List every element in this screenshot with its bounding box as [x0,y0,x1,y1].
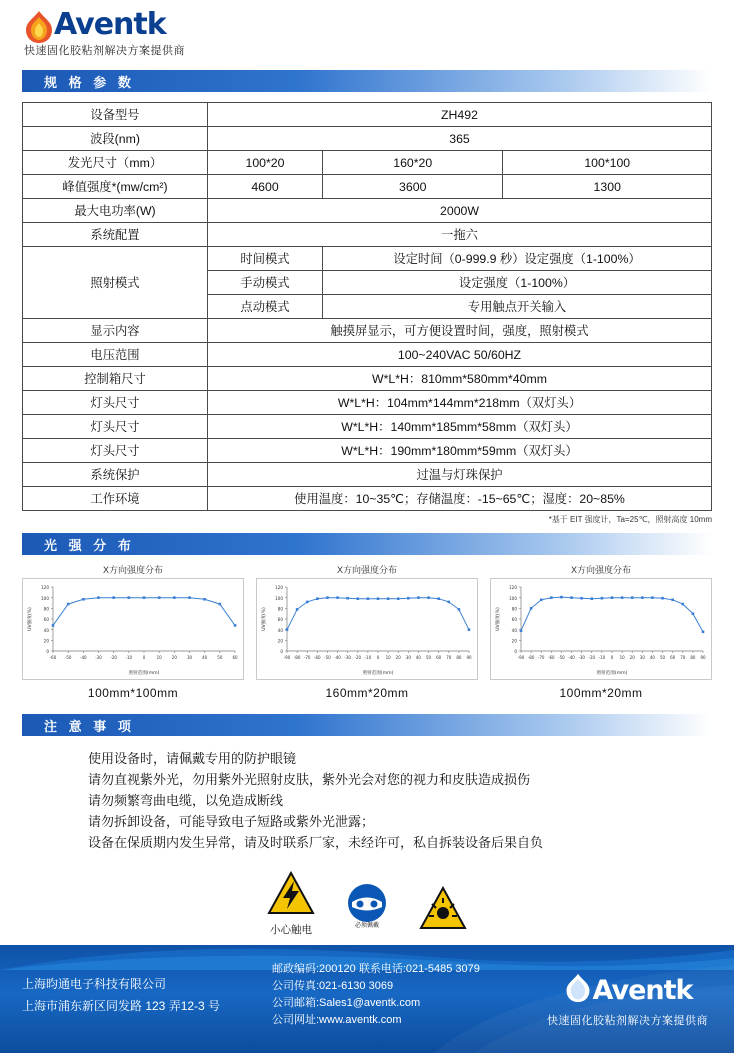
spec-value: W*L*H：104mm*144mm*218mm（双灯头） [208,391,712,415]
svg-text:UV强度(%): UV强度(%) [262,607,267,631]
footer-address: 上海市浦东新区同发路 123 弄12-3 号 [22,999,221,1013]
table-row [23,199,712,223]
spec-value: 4600 [208,175,323,199]
svg-text:100: 100 [41,595,49,601]
svg-text:-70: -70 [537,655,545,660]
spec-label: 系统保护 [23,463,208,487]
svg-text:0: 0 [514,649,517,655]
chart-0 [22,563,244,700]
spec-footnote: *基于 EIT 强度计，Ta=25℃，照射高度 10mm [548,515,712,524]
svg-text:60: 60 [670,655,676,660]
spec-value: 使用温度：10~35℃；存储温度：-15~65℃；湿度：20~85% [208,487,712,511]
list-item: 请勿直视紫外光，勿用紫外光照射皮肤，紫外光会对您的视力和皮肤造成损伤 [88,772,531,787]
table-row [23,319,712,343]
svg-text:20: 20 [43,638,49,644]
spec-value: ZH492 [208,103,712,127]
footer-contact-line: 邮政编码:200120 联系电话:021-5485 3079 [272,963,480,975]
spec-value: 3600 [323,175,503,199]
svg-text:30: 30 [405,655,411,660]
list-item: 设备在保质期内发生异常，请及时联系厂家，未经许可，私自拆装设备后果自负 [88,835,544,850]
svg-text:照射范围(mm): 照射范围(mm) [596,671,628,676]
svg-text:10: 10 [156,655,162,660]
spec-value: W*L*H：190mm*180mm*59mm（双灯头） [208,439,712,463]
svg-text:50: 50 [660,655,666,660]
svg-text:-20: -20 [354,655,362,660]
chart-plot-area [22,578,244,680]
svg-text:90: 90 [700,655,706,660]
svg-text:80: 80 [43,606,49,612]
spec-value: 触摸屏显示，可方便设置时间，强度，照射模式 [208,319,712,343]
warning-label: 小心触电 [270,924,312,936]
warning-high-voltage [267,871,315,937]
svg-text:40: 40 [277,627,283,633]
section-title-intensity: 光 强 分 布 [44,537,135,553]
table-row [23,391,712,415]
svg-text:-50: -50 [558,655,565,660]
table-row [23,151,712,175]
svg-text:40: 40 [202,655,208,660]
list-item: 使用设备时，请佩戴专用的防护眼镜 [88,751,297,766]
svg-text:10: 10 [619,655,625,660]
chart-plot-area [490,578,712,680]
chart-caption: 100mm*20mm [559,686,643,700]
svg-text:-60: -60 [548,655,555,660]
footer-contact-line: 公司邮箱:Sales1@aventk.com [272,997,421,1009]
svg-text:20: 20 [629,655,635,660]
spec-value: 一拖六 [208,223,712,247]
svg-text:20: 20 [511,638,517,644]
svg-text:40: 40 [649,655,655,660]
list-item: 请勿频繁弯曲电缆，以免造成断线 [88,793,284,808]
spec-label: 峰值强度*(mw/cm²) [23,175,208,199]
footer-company: 上海昀通电子科技有限公司 [22,977,167,991]
page-header [0,0,734,70]
table-row [23,223,712,247]
spec-label: 灯头尺寸 [23,391,208,415]
chart-plot-area [256,578,478,680]
svg-text:60: 60 [232,655,238,660]
svg-text:70: 70 [446,655,452,660]
svg-text:90: 90 [466,655,472,660]
svg-text:-40: -40 [334,655,341,660]
spec-sublabel: 手动模式 [208,271,323,295]
svg-text:UV强度(%): UV强度(%) [28,607,33,631]
section-title-spec: 规 格 参 数 [44,74,135,90]
table-row [23,439,712,463]
svg-text:0: 0 [46,649,49,655]
svg-text:照射范围(mm): 照射范围(mm) [128,671,160,676]
chart-title: X方向强度分布 [570,565,631,575]
uv-radiation-icon [419,917,467,934]
warning-wear-goggles [343,882,391,937]
table-row [23,103,712,127]
spec-label: 工作环境 [23,487,208,511]
spec-value: 设定强度（1-100%） [323,271,712,295]
svg-text:-90: -90 [517,655,525,660]
section-header-intensity [22,533,712,555]
svg-text:-60: -60 [314,655,321,660]
spec-label: 电压范围 [23,343,208,367]
svg-text:-10: -10 [125,655,133,660]
spec-label: 灯头尺寸 [23,439,208,463]
warning-icons [0,871,734,937]
spec-sublabel: 点动模式 [208,295,323,319]
svg-text:40: 40 [43,627,49,633]
section-title-notice: 注 意 事 项 [44,718,135,734]
svg-text:40: 40 [511,627,517,633]
svg-text:-30: -30 [344,655,351,660]
svg-text:-40: -40 [568,655,575,660]
svg-text:照射范围(mm): 照射范围(mm) [362,671,394,676]
spec-value: 2000W [208,199,712,223]
spec-label-irradiation-mode: 照射模式 [23,247,208,319]
svg-text:60: 60 [43,617,49,623]
svg-text:-80: -80 [293,655,301,660]
table-row [23,415,712,439]
section-header-spec [22,70,712,92]
table-row [23,487,712,511]
footer-website[interactable]: 公司网址:www.aventk.com [272,1014,402,1026]
table-row [23,247,712,271]
svg-text:0: 0 [610,655,614,660]
chart-2 [490,563,712,700]
footer-contact-line: 公司传真:021-6130 3069 [272,980,394,992]
footer-brand-name: Aventk [592,974,693,1006]
svg-text:-50: -50 [64,655,72,660]
list-item: 请勿拆卸设备，可能导致电子短路或紫外光泄露； [88,814,375,829]
svg-text:60: 60 [436,655,442,660]
svg-text:-80: -80 [527,655,535,660]
spec-value: 100*20 [208,151,323,175]
spec-label: 波段(nm) [23,127,208,151]
spec-value: 1300 [503,175,712,199]
svg-text:0: 0 [280,649,283,655]
spec-value: W*L*H：810mm*580mm*40mm [208,367,712,391]
spec-label: 控制箱尺寸 [23,367,208,391]
brand-name: Aventk [54,7,166,42]
svg-text:120: 120 [275,585,283,591]
svg-text:80: 80 [456,655,462,660]
spec-table [22,102,712,511]
spec-label: 系统配置 [23,223,208,247]
spec-value: 365 [208,127,712,151]
table-row [23,127,712,151]
table-row [23,175,712,199]
svg-text:120: 120 [509,585,517,591]
spec-value: 设定时间（0-999.9 秒）设定强度（1-100%） [323,247,712,271]
spec-value: 100*100 [503,151,712,175]
svg-text:-10: -10 [598,655,606,660]
svg-text:-30: -30 [578,655,585,660]
spec-label: 显示内容 [23,319,208,343]
svg-text:-60: -60 [49,655,57,660]
svg-text:30: 30 [186,655,193,660]
svg-text:50: 50 [426,655,432,660]
chart-1 [256,563,478,700]
svg-text:100: 100 [275,595,283,601]
warning-uv-radiation [419,886,467,937]
svg-text:80: 80 [277,606,283,612]
intensity-charts [22,563,712,700]
svg-text:50: 50 [217,655,223,660]
chart-caption: 100mm*100mm [87,686,179,700]
notice-list [88,748,734,853]
spec-label: 灯头尺寸 [23,415,208,439]
svg-text:UV强度(%): UV强度(%) [496,607,501,631]
section-header-notice [22,714,712,736]
spec-value: 160*20 [323,151,503,175]
spec-sublabel: 时间模式 [208,247,323,271]
chart-caption: 160mm*20mm [325,686,409,700]
svg-text:必须佩戴: 必须佩戴 [354,922,380,929]
svg-text:80: 80 [690,655,696,660]
brand-logo [22,7,166,42]
svg-text:0: 0 [142,655,146,660]
spec-value: 100~240VAC 50/60HZ [208,343,712,367]
chart-title: X方向强度分布 [336,565,397,575]
svg-text:60: 60 [511,617,517,623]
spec-label: 最大电功率(W) [23,199,208,223]
svg-text:40: 40 [415,655,421,660]
spec-label: 设备型号 [23,103,208,127]
svg-text:70: 70 [680,655,686,660]
table-row [23,367,712,391]
spec-value: 过温与灯珠保护 [208,463,712,487]
flame-logo-icon [563,973,593,1008]
footer-contacts [272,961,480,1029]
footer-brand-block [547,973,708,1028]
svg-text:-30: -30 [95,655,102,660]
flame-logo-icon [22,10,52,40]
footer-company-block [22,973,220,1017]
brand-slogan: 快速固化胶粘剂解决方案提供商 [24,45,185,57]
svg-text:-70: -70 [303,655,311,660]
svg-text:0: 0 [376,655,380,660]
svg-text:-90: -90 [283,655,291,660]
svg-text:60: 60 [277,617,283,623]
svg-text:-20: -20 [588,655,596,660]
spec-value: 专用触点开关输入 [323,295,712,319]
wear-goggles-icon [343,917,391,934]
svg-text:120: 120 [41,585,49,591]
svg-text:100: 100 [509,595,517,601]
table-row [23,463,712,487]
table-row [23,343,712,367]
svg-text:-50: -50 [324,655,331,660]
svg-text:80: 80 [511,606,517,612]
svg-text:10: 10 [385,655,391,660]
svg-text:-20: -20 [110,655,117,660]
spec-label: 发光尺寸（mm） [23,151,208,175]
high-voltage-icon [267,902,315,919]
page-footer [0,945,734,1053]
spec-value: W*L*H：140mm*185mm*58mm（双灯头） [208,415,712,439]
svg-text:20: 20 [277,638,283,644]
svg-text:30: 30 [639,655,645,660]
chart-title: X方向强度分布 [102,565,163,575]
svg-text:-10: -10 [364,655,372,660]
svg-text:-40: -40 [80,655,87,660]
svg-text:20: 20 [395,655,401,660]
footer-slogan: 快速固化胶粘剂解决方案提供商 [547,1015,708,1027]
svg-text:20: 20 [171,655,177,660]
